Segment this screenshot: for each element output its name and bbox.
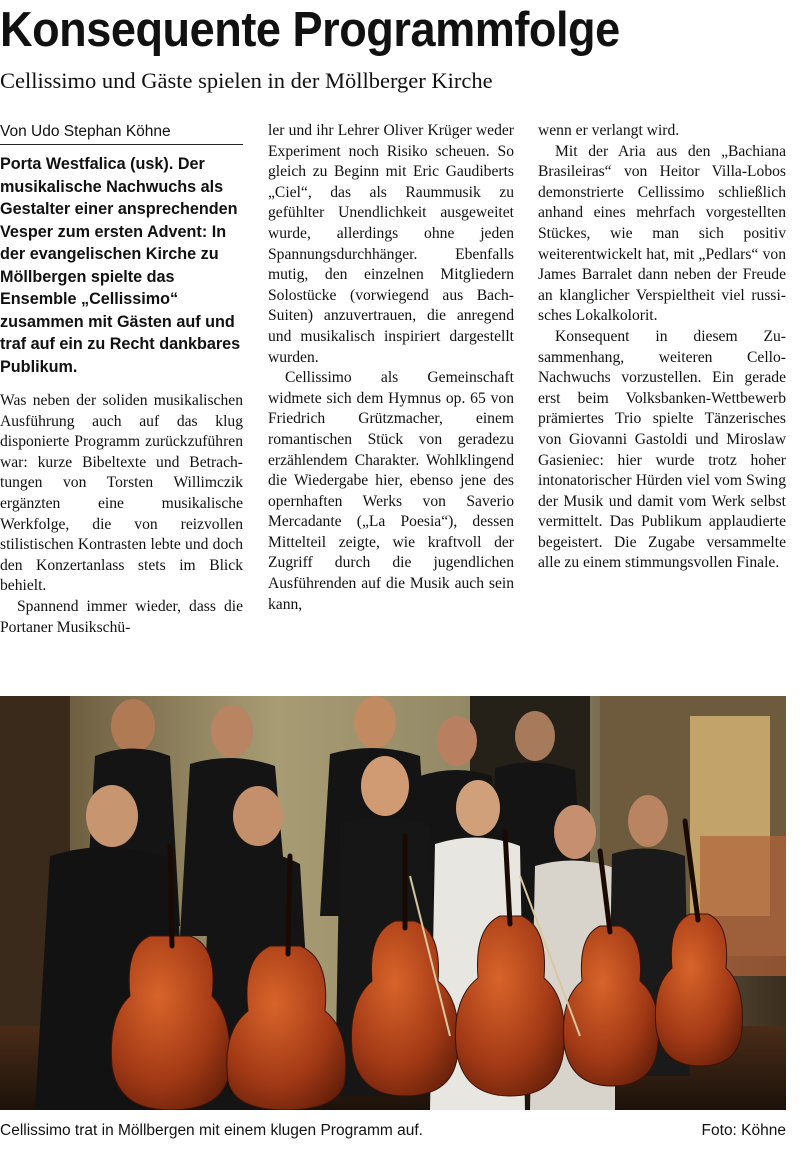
caption-text: Cellissimo trat in Möllbergen mit einem klugen Programm auf. <box>0 1122 423 1139</box>
body-paragraph: Spannend immer wieder, dass die Portaner Musikschü- <box>0 597 243 636</box>
headline: Konsequente Programmfolge <box>0 3 620 57</box>
photo-caption <box>0 1121 786 1141</box>
photo-credit: Foto: Köhne <box>701 1122 786 1139</box>
byline: Von Udo Stephan Köhne <box>0 122 243 145</box>
ensemble-photo <box>0 696 786 1110</box>
article-column-3 <box>538 121 786 574</box>
body-paragraph: ler und ihr Lehrer Oliver Krüger weder Experiment noch Risiko scheuen. So gleich zu Beginn mit Eric Gaudiberts „Ciel“, das als Raummusik zu gefühlter Unendlichkeit ausgeweitet wurde, allerdings ohne jeden Spannungsdurchhänger. Ebenfalls mutig, den einzelnen Mitgliedern Solostücke (vorwiegend aus Bach-Suiten) anzuvertrauen, die anregend und musikalisch inspiriert dargestellt wurden. <box>268 122 514 366</box>
body-paragraph: wenn er verlangt wird. <box>538 122 680 139</box>
body-paragraph: Cellissimo als Gemeinschaft widmete sich dem Hymnus op. 65 von Friedrich Grützmacher, einem romantischen Stück von geradezu erzählendem Charakter. Wohlklingend die Wiedergabe hier, ebenso jene des opernhaften Werks von Saverio Mercadante („La Poesia“), dessen Mittelteil zeigte, wie kraftvoll der Zugriff durch die jugendlichen Ausführenden auf die Musik auch sein kann, <box>268 369 514 613</box>
body-paragraph: Mit der Aria aus den „Bachiana Brasileiras“ von Heitor Villa-Lobos demonstrierte Cellissimo schließlich anhand eines mehrfach vorgestellten Stückes, wie man sich positiv weiterentwickelt hat, mit „Pedlars“ von James Barralet dann neben der Freude an klanglicher Verspieltheit viel russisches Lokalkolorit. <box>538 142 786 325</box>
body-paragraph: Was neben der soliden musikalischen Ausführung auch auf das klug disponierte Programm zurückzuführen war: kurze Bibeltexte und Betrachtungen von Torsten Willimczik ergänzten eine musikalische Werkfolge, die von reizvollen stilistischen Kontrasten lebte und doch den Konzertanlass stets im Blick behielt. <box>0 392 243 595</box>
article-column-2 <box>268 121 514 615</box>
article-column-1 <box>0 122 243 638</box>
lead-paragraph: Porta Westfalica (usk). Der musikalische Nachwuchs als Gestalter einer ansprechenden Vesper zum ersten Advent: In der evangelischen Kirche zu Möllbergen spielte das Ensemble „Cellissimo“ zusammen mit Gästen auf und traf auf ein zu Recht dankbares Publikum. <box>0 155 241 376</box>
subheadline: Cellissimo und Gäste spielen in der Möllberger Kirche <box>0 68 493 93</box>
body-paragraph: Konsequent in diesem Zusammenhang, weiteren Cello-Nachwuchs vorzustellen. Ein gerade erst beim Volksbanken-Wettbewerb prämiertes Trio spielte Tänzerisches von Giovanni Gastoldi und Miroslaw Gasieniec: hier wurde trotz hoher intonatorischer Hürden viel vom Swing der Musik und damit vom Werk selbst vermittelt. Das Publikum applaudierte begeistert. Die Zugabe versammelte alle zu einem stimmungsvollen Finale. <box>538 327 786 572</box>
